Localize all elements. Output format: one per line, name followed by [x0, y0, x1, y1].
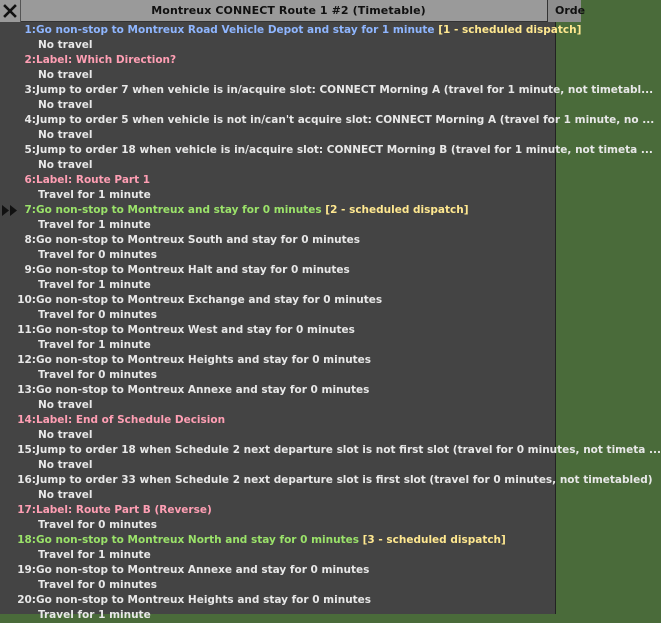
order-number: 20: — [17, 594, 36, 606]
order-text: Jump to order 18 when vehicle is in/acquire slot: CONNECT Morning B (travel for 1 minute, not timeta ... — [36, 144, 653, 156]
order-row[interactable] — [0, 233, 578, 248]
order-row[interactable] — [0, 113, 655, 128]
order-number: 19: — [17, 564, 36, 576]
order-row[interactable] — [0, 593, 578, 608]
order-text: Jump to order 5 when vehicle is not in/can't acquire slot: CONNECT Morning A (travel for 1 minute, no ... — [36, 114, 655, 126]
order-row[interactable] — [0, 143, 653, 158]
order-text: Go non-stop to Montreux Heights and stay for 0 minutes — [36, 354, 372, 366]
order-text: Jump to order 33 when Schedule 2 next departure slot is first slot (travel for 0 minutes, not timetabled) — [36, 474, 653, 486]
order-number: 6: — [24, 174, 36, 186]
window-title: Montreux CONNECT Route 1 #2 (Timetable) — [151, 4, 426, 17]
order-number: 15: — [17, 444, 36, 456]
travel-time-row[interactable]: No travel — [38, 159, 93, 171]
close-button[interactable] — [0, 0, 21, 22]
travel-time-row[interactable]: Travel for 0 minutes — [38, 579, 157, 591]
dispatch-tag: [1 - scheduled dispatch] — [438, 24, 582, 36]
order-number: 7: — [24, 204, 36, 216]
order-text: Go non-stop to Montreux Halt and stay for 0 minutes — [36, 264, 350, 276]
order-text: Go non-stop to Montreux West and stay for 0 minutes — [36, 324, 355, 336]
order-row[interactable] — [0, 53, 578, 68]
order-number: 9: — [24, 264, 36, 276]
order-row[interactable] — [0, 323, 578, 338]
order-row[interactable] — [0, 413, 578, 428]
order-list[interactable] — [0, 23, 661, 621]
order-row[interactable] — [0, 173, 578, 188]
order-row[interactable] — [0, 563, 578, 578]
order-text: Go non-stop to Montreux and stay for 0 minutes — [36, 204, 322, 216]
order-number: 11: — [17, 324, 36, 336]
order-row[interactable] — [0, 83, 654, 98]
travel-time-row[interactable]: Travel for 1 minute — [38, 219, 151, 231]
order-row[interactable] — [0, 203, 578, 218]
order-text: Go non-stop to Montreux South and stay for 0 minutes — [36, 234, 361, 246]
travel-time-row[interactable]: Travel for 0 minutes — [38, 249, 157, 261]
order-row[interactable] — [0, 293, 578, 308]
travel-time-row[interactable]: Travel for 1 minute — [38, 279, 151, 291]
order-number: 10: — [17, 294, 36, 306]
travel-time-row[interactable]: No travel — [38, 129, 93, 141]
order-row[interactable] — [0, 533, 578, 548]
travel-time-row[interactable]: No travel — [38, 69, 93, 81]
travel-time-row[interactable]: No travel — [38, 99, 93, 111]
dispatch-tag: [2 - scheduled dispatch] — [325, 204, 469, 216]
close-icon — [3, 4, 17, 18]
order-row[interactable] — [0, 473, 653, 488]
travel-time-row[interactable]: Travel for 1 minute — [38, 549, 151, 561]
travel-time-row[interactable]: No travel — [38, 399, 93, 411]
order-text: Go non-stop to Montreux Annexe and stay for 0 minutes — [36, 564, 370, 576]
order-text: Go non-stop to Montreux Annexe and stay for 0 minutes — [36, 384, 370, 396]
travel-time-row[interactable]: Travel for 0 minutes — [38, 519, 157, 531]
order-number: 1: — [24, 24, 36, 36]
order-text: Go non-stop to Montreux Exchange and stay for 0 minutes — [36, 294, 383, 306]
order-text: Jump to order 18 when Schedule 2 next departure slot is not first slot (travel for 0 minutes, not timeta ... — [36, 444, 661, 456]
order-text: Jump to order 7 when vehicle is in/acquire slot: CONNECT Morning A (travel for 1 minute, not timetabl... — [36, 84, 654, 96]
order-number: 3: — [24, 84, 36, 96]
order-row[interactable] — [0, 383, 578, 398]
order-number: 13: — [17, 384, 36, 396]
order-text: Label: End of Schedule Decision — [36, 414, 226, 426]
travel-time-row[interactable]: No travel — [38, 39, 93, 51]
order-number: 2: — [24, 54, 36, 66]
order-number: 14: — [17, 414, 36, 426]
travel-time-row[interactable]: Travel for 0 minutes — [38, 369, 157, 381]
order-row[interactable] — [0, 23, 582, 38]
travel-time-row[interactable]: Travel for 1 minute — [38, 609, 151, 621]
orders-window-tab[interactable]: Orde — [547, 0, 581, 22]
order-row[interactable] — [0, 263, 578, 278]
order-text: Go non-stop to Montreux Road Vehicle Depot and stay for 1 minute — [36, 24, 435, 36]
travel-time-row[interactable]: No travel — [38, 429, 93, 441]
order-number: 8: — [24, 234, 36, 246]
order-number: 18: — [17, 534, 36, 546]
order-text: Label: Which Direction? — [36, 54, 177, 66]
travel-time-row[interactable]: No travel — [38, 489, 93, 501]
current-order-arrow-icon — [2, 205, 18, 216]
title-bar[interactable] — [0, 0, 555, 22]
order-text: Label: Route Part B (Reverse) — [36, 504, 212, 516]
travel-time-row[interactable]: Travel for 1 minute — [38, 339, 151, 351]
order-number: 4: — [24, 114, 36, 126]
dispatch-tag: [3 - scheduled dispatch] — [362, 534, 506, 546]
travel-time-row[interactable]: Travel for 0 minutes — [38, 309, 157, 321]
order-number: 5: — [24, 144, 36, 156]
order-row[interactable] — [0, 503, 578, 518]
order-text: Label: Route Part 1 — [36, 174, 151, 186]
travel-time-row[interactable]: Travel for 1 minute — [38, 189, 151, 201]
order-text: Go non-stop to Montreux North and stay for 0 minutes — [36, 534, 359, 546]
order-number: 16: — [17, 474, 36, 486]
order-row[interactable] — [0, 353, 578, 368]
travel-time-row[interactable]: No travel — [38, 459, 93, 471]
order-row[interactable] — [0, 443, 661, 458]
order-number: 17: — [17, 504, 36, 516]
order-text: Go non-stop to Montreux Heights and stay for 0 minutes — [36, 594, 372, 606]
order-number: 12: — [17, 354, 36, 366]
